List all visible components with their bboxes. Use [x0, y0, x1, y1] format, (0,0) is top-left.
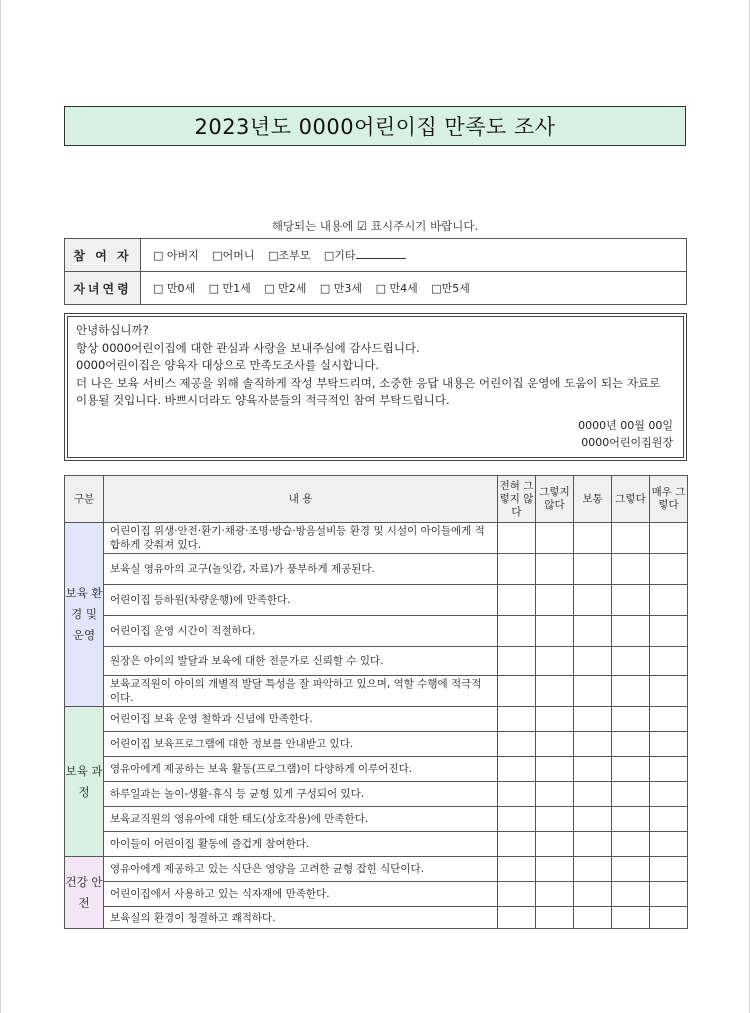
letter-line-1: 항상 0000어린이집에 대한 관심과 사랑을 보내주심에 감사드립니다. — [76, 340, 420, 355]
option-other-label: □기타 — [323, 249, 356, 262]
rating-cell-neutral[interactable] — [574, 707, 612, 732]
survey-row — [65, 857, 688, 882]
option-age-0[interactable]: □ 만0세 — [153, 282, 196, 295]
rating-cell-agree[interactable] — [612, 585, 650, 616]
option-age-3[interactable]: □ 만3세 — [319, 282, 363, 295]
survey-item-text: 어린이집 보육 운영 철학과 신념에 만족한다. — [104, 707, 498, 732]
rating-cell-neutral[interactable] — [574, 882, 612, 907]
option-father[interactable]: □ 아버지 — [153, 249, 199, 262]
rating-cell-strongly-disagree[interactable] — [498, 676, 536, 707]
rating-cell-neutral[interactable] — [574, 782, 612, 807]
rating-cell-neutral[interactable] — [574, 676, 612, 707]
child-age-row — [65, 272, 687, 305]
survey-row — [65, 807, 688, 832]
survey-body — [65, 523, 688, 929]
survey-item-text: 영유아에게 제공하고 있는 식단은 영양을 고려한 균형 잡힌 식단이다. — [104, 857, 498, 882]
rating-cell-disagree[interactable] — [536, 782, 574, 807]
option-mother[interactable]: □어머니 — [212, 249, 255, 262]
rating-cell-agree[interactable] — [612, 757, 650, 782]
survey-item-text: 아이들이 어린이집 활동에 즐겁게 참여한다. — [104, 832, 498, 857]
letter-signature: 0000어린이집원장 — [581, 436, 673, 449]
rating-cell-strongly-agree[interactable] — [650, 647, 688, 676]
letter-line-3: 더 나은 보육 서비스 제공을 위해 솔직하게 작성 부탁드리며, 소중한 응답 내용은 어린이집 운영에 도움이 되는 자료로 이용될 것입니다. 바쁘시더라도 양육자분들의 적극적인 참여 부탁드립니다. — [76, 375, 661, 407]
survey-item-text: 어린이집 등하원(차량운행)에 만족한다. — [104, 585, 498, 616]
header-disagree: 그렇지 않다 — [536, 476, 574, 523]
rating-cell-agree[interactable] — [612, 857, 650, 882]
rating-cell-neutral[interactable] — [574, 616, 612, 647]
rating-cell-neutral[interactable] — [574, 807, 612, 832]
rating-cell-agree[interactable] — [612, 616, 650, 647]
option-age-4[interactable]: □ 만4세 — [375, 282, 418, 295]
rating-cell-strongly-disagree[interactable] — [498, 647, 536, 676]
survey-row — [65, 554, 688, 585]
header-neutral: 보통 — [574, 476, 612, 523]
survey-item-text: 원장은 아이의 발달과 보육에 대한 전문가로 신뢰할 수 있다. — [104, 647, 498, 676]
rating-cell-strongly-disagree[interactable] — [498, 523, 536, 554]
survey-table — [64, 475, 688, 929]
participant-label: 참 여 자 — [65, 239, 141, 272]
category-care-process: 보육 과정 — [65, 707, 104, 857]
survey-item-text: 보육실의 환경이 청결하고 쾌적하다. — [104, 907, 498, 929]
survey-row — [65, 782, 688, 807]
rating-cell-strongly-disagree[interactable] — [498, 832, 536, 857]
letter-signature-block — [578, 417, 673, 451]
rating-cell-strongly-agree[interactable] — [650, 782, 688, 807]
rating-cell-neutral[interactable] — [574, 647, 612, 676]
rating-cell-neutral[interactable] — [574, 857, 612, 882]
rating-cell-disagree[interactable] — [536, 585, 574, 616]
rating-cell-neutral[interactable] — [574, 732, 612, 757]
survey-row — [65, 647, 688, 676]
rating-cell-agree[interactable] — [612, 832, 650, 857]
rating-cell-disagree[interactable] — [536, 857, 574, 882]
option-other[interactable] — [324, 249, 406, 262]
header-strongly-disagree: 전혀 그렇지 않다 — [498, 476, 536, 523]
child-age-label: 자녀연령 — [65, 272, 141, 305]
rating-cell-disagree[interactable] — [536, 732, 574, 757]
letter-greeting: 안녕하십니까? — [76, 323, 149, 337]
survey-item-text: 보육실 영유아의 교구(놀잇감, 자료)가 풍부하게 제공된다. — [104, 554, 498, 585]
letter-box — [64, 313, 687, 461]
survey-item-text: 보육교직원이 아이의 개별적 발달 특성을 잘 파악하고 있으며, 역할 수행에 적극적이다. — [104, 676, 498, 707]
rating-cell-neutral[interactable] — [574, 907, 612, 929]
rating-cell-disagree[interactable] — [536, 882, 574, 907]
rating-cell-disagree[interactable] — [536, 907, 574, 929]
option-age-5[interactable]: □만5세 — [431, 282, 470, 295]
survey-item-text: 어린이집 운영 시간이 적절하다. — [104, 616, 498, 647]
survey-item-text: 하루일과는 놀이-생활-휴식 등 균형 있게 구성되어 있다. — [104, 782, 498, 807]
rating-cell-strongly-agree[interactable] — [650, 616, 688, 647]
rating-cell-strongly-disagree[interactable] — [498, 757, 536, 782]
rating-cell-agree[interactable] — [612, 707, 650, 732]
letter-content — [67, 316, 684, 458]
rating-cell-strongly-disagree[interactable] — [498, 807, 536, 832]
header-strongly-agree: 매우 그렇다 — [650, 476, 688, 523]
survey-row — [65, 676, 688, 707]
rating-cell-disagree[interactable] — [536, 676, 574, 707]
rating-cell-strongly-disagree[interactable] — [498, 907, 536, 929]
document-title — [64, 106, 686, 146]
category-health-safety: 건강 안전 — [65, 857, 104, 929]
participant-row — [65, 239, 687, 272]
rating-cell-strongly-agree[interactable] — [650, 757, 688, 782]
rating-cell-neutral[interactable] — [574, 832, 612, 857]
rating-cell-agree[interactable] — [612, 882, 650, 907]
rating-cell-strongly-agree[interactable] — [650, 676, 688, 707]
rating-cell-disagree[interactable] — [536, 807, 574, 832]
rating-cell-agree[interactable] — [612, 523, 650, 554]
survey-item-text: 영유아에게 제공하는 보육 활동(프로그램)이 다양하게 이루어진다. — [104, 757, 498, 782]
survey-row — [65, 832, 688, 857]
rating-cell-agree[interactable] — [612, 554, 650, 585]
survey-item-text: 어린이집에서 사용하고 있는 식자재에 만족한다. — [104, 882, 498, 907]
other-blank-line[interactable] — [356, 250, 406, 259]
rating-cell-strongly-agree[interactable] — [650, 554, 688, 585]
child-age-options — [141, 272, 687, 305]
option-grandparent[interactable]: □조부모 — [268, 249, 311, 262]
rating-cell-neutral[interactable] — [574, 585, 612, 616]
rating-cell-agree[interactable] — [612, 782, 650, 807]
rating-cell-neutral[interactable] — [574, 757, 612, 782]
rating-cell-disagree[interactable] — [536, 647, 574, 676]
rating-cell-disagree[interactable] — [536, 523, 574, 554]
rating-cell-disagree[interactable] — [536, 707, 574, 732]
survey-row — [65, 732, 688, 757]
rating-cell-strongly-disagree[interactable] — [498, 882, 536, 907]
rating-cell-disagree[interactable] — [536, 554, 574, 585]
rating-cell-strongly-agree[interactable] — [650, 882, 688, 907]
rating-cell-strongly-agree[interactable] — [650, 707, 688, 732]
respondent-info-table — [64, 238, 687, 305]
header-category: 구분 — [65, 476, 104, 523]
rating-cell-strongly-disagree[interactable] — [498, 554, 536, 585]
rating-cell-strongly-disagree[interactable] — [498, 616, 536, 647]
rating-cell-strongly-agree[interactable] — [650, 907, 688, 929]
rating-cell-strongly-agree[interactable] — [650, 832, 688, 857]
rating-cell-strongly-agree[interactable] — [650, 807, 688, 832]
survey-row — [65, 907, 688, 929]
option-age-1[interactable]: □ 만1세 — [208, 282, 251, 295]
survey-header-row — [65, 476, 688, 523]
rating-cell-disagree[interactable] — [536, 832, 574, 857]
survey-item-text: 보육교직원의 영유아에 대한 태도(상호작용)에 만족한다. — [104, 807, 498, 832]
rating-cell-strongly-disagree[interactable] — [498, 707, 536, 732]
survey-row — [65, 707, 688, 732]
rating-cell-strongly-disagree[interactable] — [498, 585, 536, 616]
title-text: 2023년도 0000어린이집 만족도 조사 — [194, 115, 556, 139]
header-content: 내 용 — [104, 476, 498, 523]
category-care-environment: 보육 환경 및 운영 — [65, 523, 104, 707]
rating-cell-disagree[interactable] — [536, 616, 574, 647]
rating-cell-strongly-disagree[interactable] — [498, 782, 536, 807]
option-age-2[interactable]: □ 만2세 — [264, 282, 307, 295]
instruction-text: 해당되는 내용에 ☑ 표시주시기 바랍니다. — [271, 219, 479, 233]
participant-options — [141, 239, 687, 272]
survey-row — [65, 616, 688, 647]
rating-cell-agree[interactable] — [612, 907, 650, 929]
survey-row — [65, 882, 688, 907]
rating-cell-agree[interactable] — [612, 676, 650, 707]
letter-date: 0000년 00월 00일 — [578, 419, 673, 432]
rating-cell-strongly-disagree[interactable] — [498, 732, 536, 757]
rating-cell-disagree[interactable] — [536, 757, 574, 782]
letter-line-2: 0000어린이집은 양육자 대상으로 만족도조사를 실시합니다. — [76, 358, 380, 372]
survey-item-text: 어린이집 위생·안전·환기·채광·조명·방습·방음설비등 환경 및 시설이 아이들에게 적합하게 갖춰져 있다. — [104, 523, 498, 554]
rating-cell-neutral[interactable] — [574, 554, 612, 585]
rating-cell-agree[interactable] — [612, 732, 650, 757]
rating-cell-strongly-agree[interactable] — [650, 732, 688, 757]
rating-cell-strongly-agree[interactable] — [650, 857, 688, 882]
rating-cell-neutral[interactable] — [574, 523, 612, 554]
survey-row — [65, 757, 688, 782]
survey-item-text: 어린이집 보육프로그램에 대한 정보를 안내받고 있다. — [104, 732, 498, 757]
survey-row — [65, 523, 688, 554]
rating-cell-agree[interactable] — [612, 647, 650, 676]
header-agree: 그렇다 — [612, 476, 650, 523]
rating-cell-strongly-agree[interactable] — [650, 585, 688, 616]
rating-cell-strongly-disagree[interactable] — [498, 857, 536, 882]
rating-cell-agree[interactable] — [612, 807, 650, 832]
survey-row — [65, 585, 688, 616]
rating-cell-strongly-agree[interactable] — [650, 523, 688, 554]
